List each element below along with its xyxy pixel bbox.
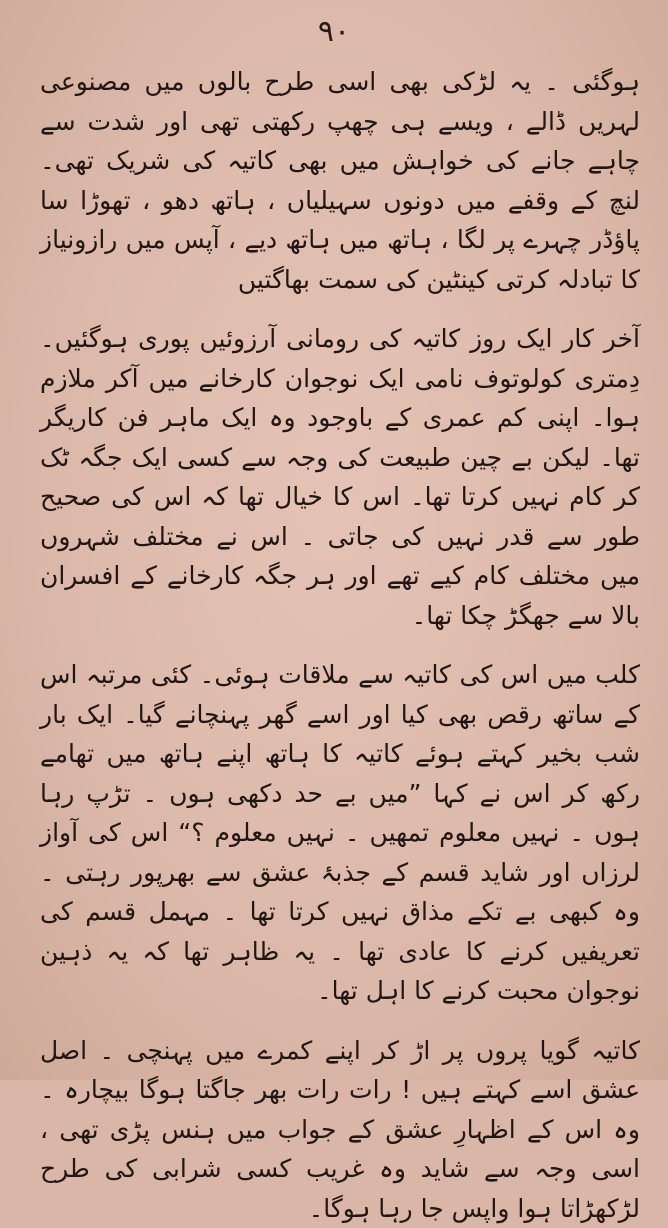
page-number: ۹۰ (0, 14, 668, 49)
page-body-text (40, 62, 640, 1040)
paragraph-3: کلب میں اس کی کاتیہ سے ملاقات ہوئی۔ کئی مرتبہ اس کے ساتھ رقص بھی کیا اور اسے گھر پہنچانے گیا۔ ایک بار شب بخیر کہتے ہوئے کاتیہ کا ہاتھ اپنے ہاتھ میں تھامے رکھ کر اس نے کہا ”میں بے حد دکھی ہوں ۔ تڑپ رہا ہوں ۔ نہیں معلوم تمھیں ۔ نہیں معلوم ؟“ اس کی آواز لرزاں اور شاید قسم کے جذبۂ عشق سے بھرپور رہتی ۔ وہ کبھی بے تکے مذاق نہیں کرتا تھا ۔ مہمل قسم کی تعریفیں کرنے کا عادی تھا ۔ یہ ظاہر تھا کہ یہ ذہین نوجوان محبت کرنے کا اہل تھا۔ (40, 655, 640, 1011)
paragraph-4: کاتیہ گویا پروں پر اڑ کر اپنے کمرے میں پہنچی ۔ اصل عشق اسے کہتے ہیں ! رات رات بھر جاگتا ہوگا بیچارہ ۔ وہ اس کے اظہارِ عشق کے جواب میں ہنس پڑی تھی ، اسی وجہ سے شاید وہ غریب کسی شرابی کی طرح لڑکھڑاتا ہوا واپس جا رہا ہوگا۔ (40, 1031, 640, 1228)
paragraph-2: آخر کار ایک روز کاتیہ کی رومانی آرزوئیں پوری ہوگئیں۔ دِمتری کولوتوف نامی ایک نوجوان کارخانے میں آکر ملازم ہوا۔ اپنی کم عمری کے باوجود وہ ایک ماہر فن کاریگر تھا۔ لیکن بے چین طبیعت کی وجہ سے کسی ایک جگہ ٹک کر کام نہیں کرتا تھا۔ اس کا خیال تھا کہ اس کی صحیح طور سے قدر نہیں کی جاتی ۔ اس نے مختلف شہروں میں مختلف کام کیے تھے اور ہر جگہ کارخانے کے افسران بالا سے جھگڑ چکا تھا۔ (40, 319, 640, 635)
paragraph-1: ہوگئی ۔ یہ لڑکی بھی اسی طرح بالوں میں مصنوعی لہریں ڈالے ، ویسے ہی چھپ رکھتی تھی اور شدت سے چاہے جانے کی خواہش میں بھی کاتیہ کی شریک تھی۔ لنچ کے وقفے میں دونوں سہیلیاں ، ہاتھ دھو ، تھوڑا سا پاؤڈر چہرے پر لگا ، ہاتھ میں ہاتھ دیے ، آپس میں رازونیاز کا تبادلہ کرتی کینٹین کی سمت بھاگتیں (40, 62, 640, 299)
